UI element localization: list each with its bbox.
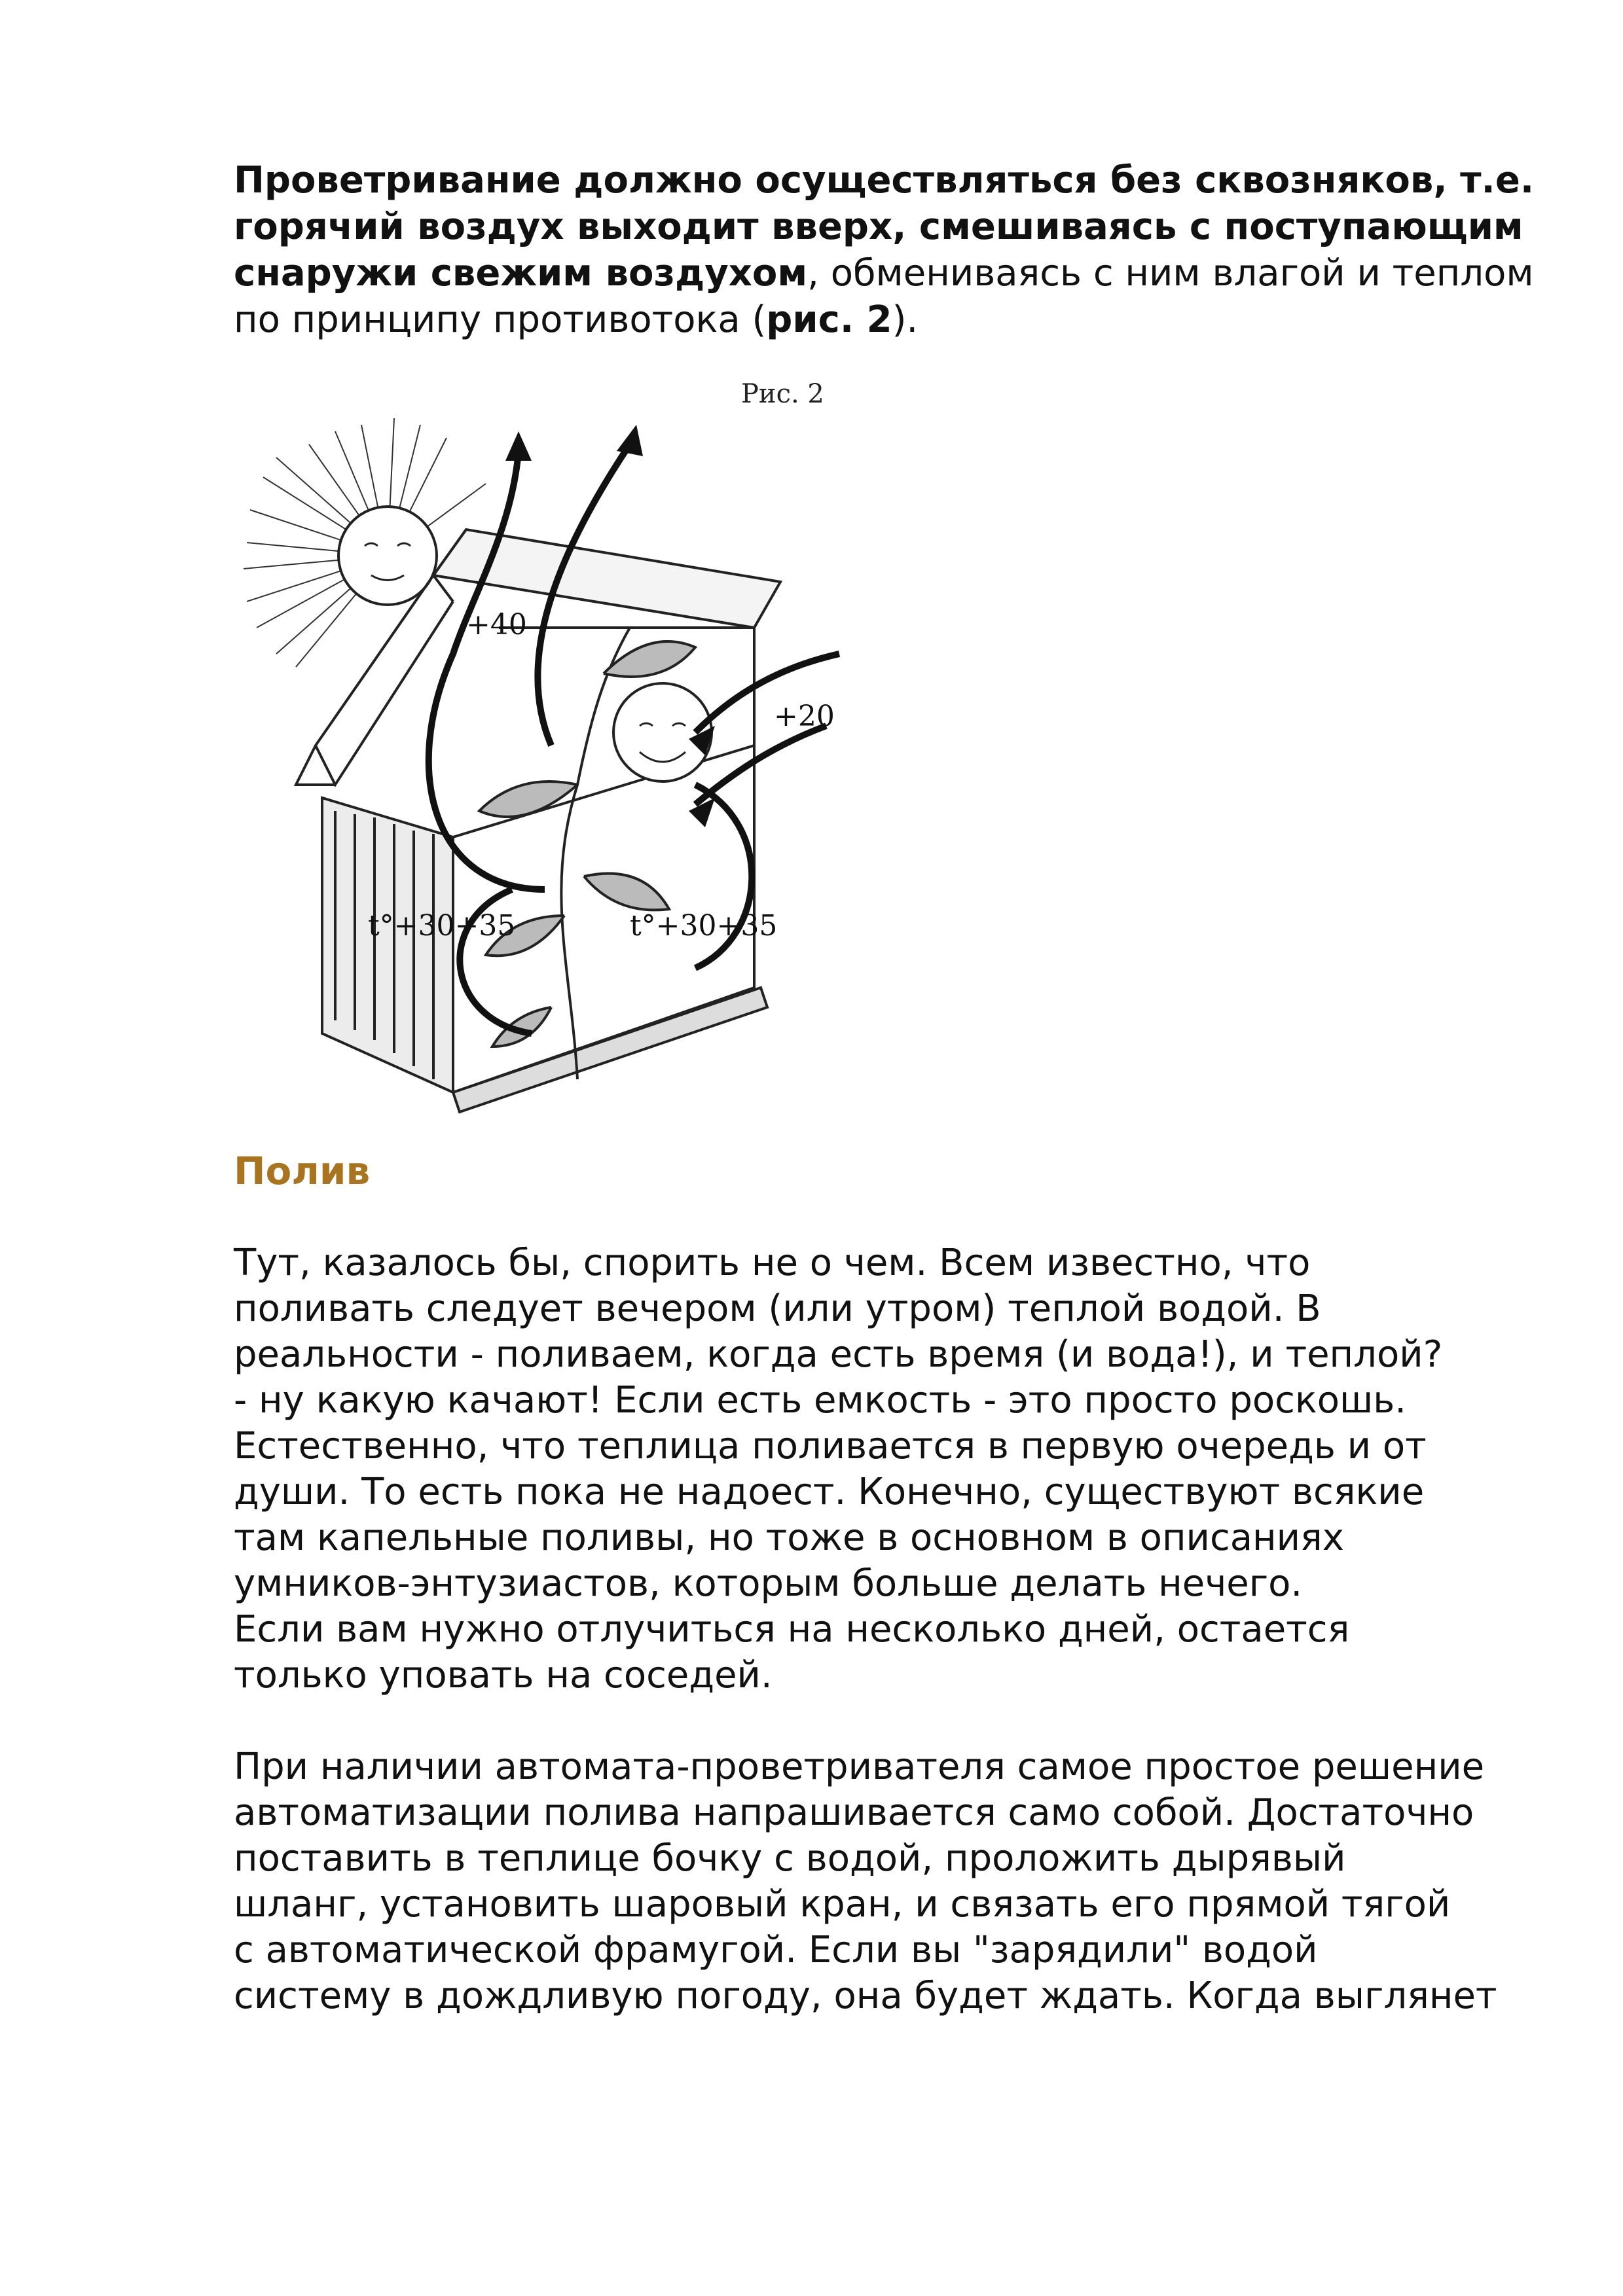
body-paragraph-2: При наличии автомата-проветривателя самое простое решение автоматизации полива напрашивается само собой. Достаточно поставить в теплице бочку с водой, проложить дырявый шланг, установить шаровый кран, и связать его прямой тягой с автоматической фрамугой. Если вы "зарядили" водой систему в дождливую погоду, она будет ждать. Когда выглянет bbox=[234, 1746, 1497, 2017]
greenhouse-drawing bbox=[237, 379, 905, 1119]
section-heading: Полив bbox=[234, 1149, 371, 1193]
document-page bbox=[234, 157, 1537, 2019]
intro-closing: ). bbox=[892, 298, 919, 341]
intro-bold-text: Проветривание должно осуществляться без сквозняков, т.е. горячий воздух выходит вверх, смешиваясь с поступающим снаружи свежим воздухом bbox=[234, 159, 1535, 295]
intro-normal-text: , обмениваясь с ним влагой и теплом по принципу противотока ( bbox=[234, 252, 1534, 341]
intro-paragraph bbox=[234, 157, 1537, 343]
label-top-temp: +40 bbox=[466, 608, 527, 641]
figure-caption: Рис. 2 bbox=[741, 379, 824, 409]
figure-reference: рис. 2 bbox=[766, 298, 892, 341]
label-right-temp: +20 bbox=[774, 700, 835, 733]
body-paragraph-1: Тут, казалось бы, спорить не о чем. Всем известно, что поливать следует вечером (или утром) теплой водой. В реальности - поливаем, когда есть время (и вода!), и теплой? - ну какую качают! Если есть емкость - это просто роскошь. Естественно, что теплица поливается в первую очередь и от души. То есть пока не надоест. Конечно, существуют всякие там капельные поливы, но тоже в основном в описаниях умников-энтузиастов, которым больше делать нечего. Если вам нужно отлучиться на несколько дней, остается только уповать на соседей. bbox=[234, 1242, 1443, 1696]
label-right-range: t°+30+35 bbox=[630, 909, 778, 942]
label-left-range: t°+30+35 bbox=[368, 909, 516, 942]
figure-greenhouse-illustration bbox=[237, 379, 905, 1119]
